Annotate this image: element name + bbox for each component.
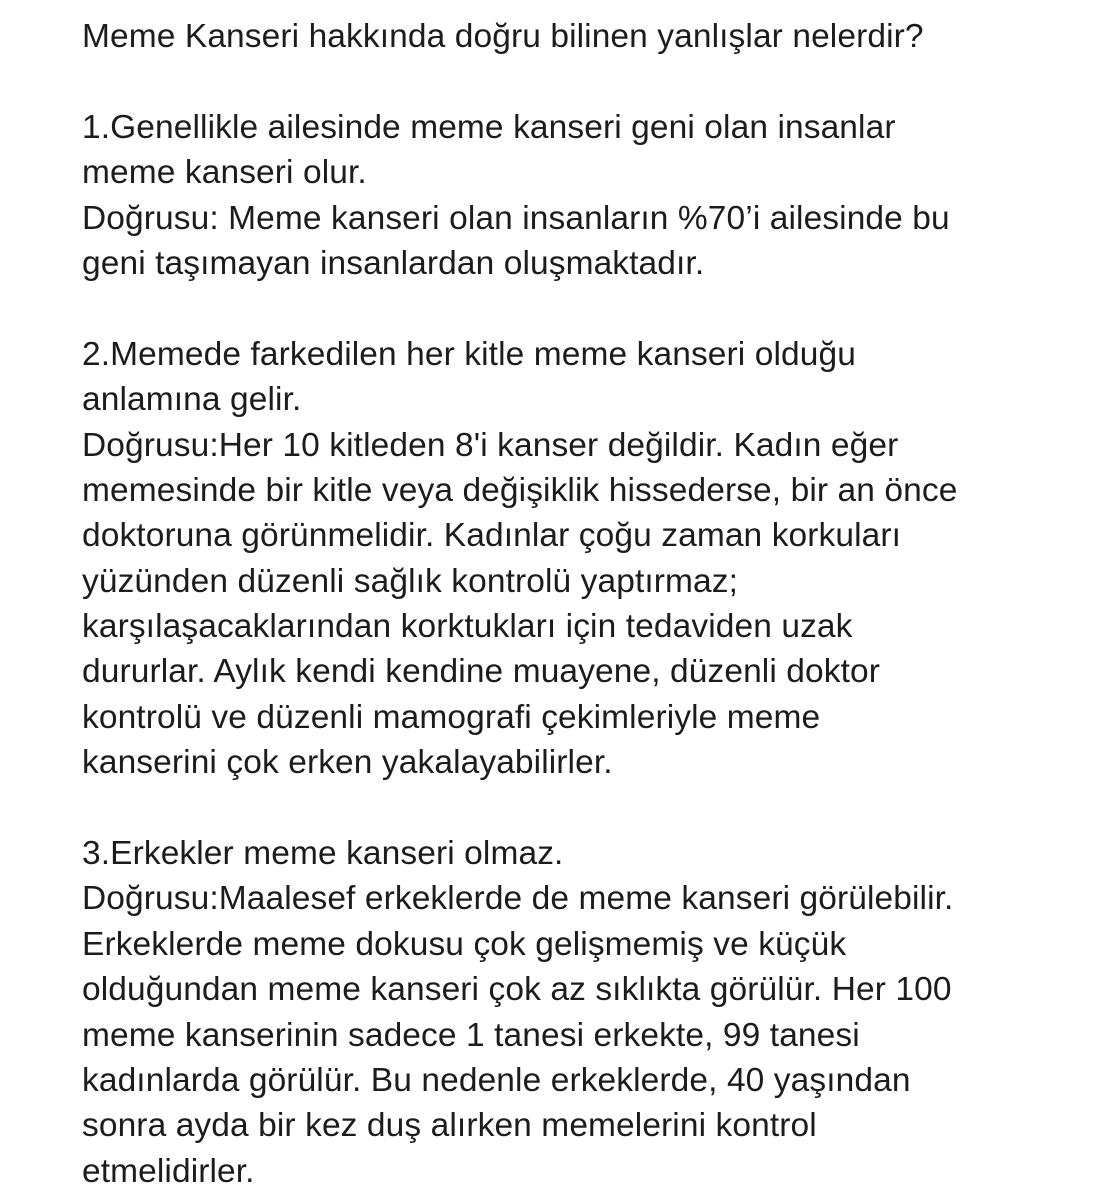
- myth-item-2: [82, 332, 1112, 786]
- myth-claim-line: 1.Genellikle ailesinde meme kanseri geni olan insanlar: [82, 108, 896, 146]
- myth-truth-line: karşılaşacaklarından korktukları için tedaviden uzak: [82, 608, 853, 646]
- myth-truth-line: meme kanserinin sadece 1 tanesi erkekte, 99 tanesi: [82, 1016, 860, 1054]
- myth-claim-line: anlamına gelir.: [82, 381, 302, 419]
- myth-truth-line: sonra ayda bir kez duş alırken memelerini kontrol: [82, 1107, 817, 1145]
- myth-truth-line: etmelidirler.: [82, 1152, 255, 1190]
- myth-item-1: [82, 105, 1112, 287]
- myth-truth-line: Doğrusu: Meme kanseri olan insanların %70’i ailesinde bu: [82, 199, 950, 237]
- myth-claim-line: 3.Erkekler meme kanseri olmaz.: [82, 835, 564, 873]
- myth-claim-line: meme kanseri olur.: [82, 154, 367, 192]
- myth-truth-line: olduğundan meme kanseri çok az sıklıkta görülür. Her 100: [82, 971, 952, 1009]
- myth-truth-line: dururlar. Aylık kendi kendine muayene, düzenli doktor: [82, 653, 880, 691]
- note-body: [82, 14, 1112, 1194]
- myth-truth-line: yüzünden düzenli sağlık kontrolü yaptırmaz;: [82, 562, 739, 600]
- myth-truth-line: Erkeklerde meme dokusu çok gelişmemiş ve küçük: [82, 925, 847, 963]
- myth-claim-line: 2.Memede farkedilen her kitle meme kanseri olduğu: [82, 335, 856, 373]
- myth-truth-line: Doğrusu:Her 10 kitleden 8'i kanser değildir. Kadın eğer: [82, 426, 899, 464]
- note-title: Meme Kanseri hakkında doğru bilinen yanlışlar nelerdir?: [82, 18, 924, 55]
- myth-truth-line: kontrolü ve düzenli mamografi çekimleriyle meme: [82, 698, 821, 736]
- myth-truth-line: Doğrusu:Maalesef erkeklerde de meme kanseri görülebilir.: [82, 880, 954, 918]
- paragraph-spacer: [82, 59, 1112, 104]
- myth-truth-line: doktoruna görünmelidir. Kadınlar çoğu zaman korkuları: [82, 517, 902, 555]
- myth-truth-line: memesinde bir kitle veya değişiklik hissederse, bir an önce: [82, 471, 958, 509]
- myth-truth-line: kanserini çok erken yakalayabilirler.: [82, 744, 613, 782]
- paragraph-spacer: [82, 786, 1112, 831]
- myth-item-3: [82, 831, 1112, 1194]
- myth-truth-line: kadınlarda görülür. Bu nedenle erkeklerde, 40 yaşından: [82, 1061, 911, 1099]
- myth-truth-line: geni taşımayan insanlardan oluşmaktadır.: [82, 244, 705, 282]
- paragraph-spacer: [82, 286, 1112, 331]
